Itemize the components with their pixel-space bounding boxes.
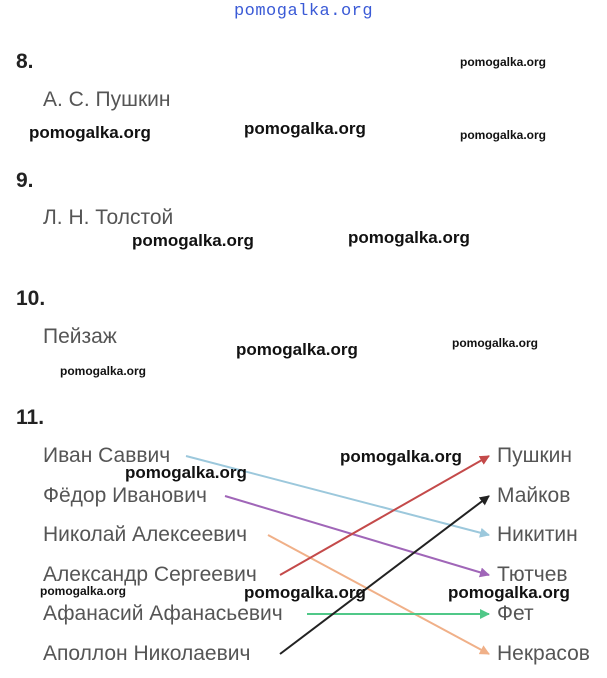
left-name-afanasy-afanasyevich: Афанасий Афанасьевич [43,602,283,625]
watermark: pomogalka.org [132,231,254,250]
question-9-number: 9. [16,169,34,192]
match-arrow [280,456,489,575]
watermark: pomogalka.org [340,447,462,466]
left-name-nikolai-alekseevich: Николай Алексеевич [43,523,248,546]
right-name-maikov: Майков [497,484,571,507]
watermark: pomogalka.org [40,584,127,598]
question-9-answer: Л. Н. Толстой [43,206,174,229]
right-name-nekrasov: Некрасов [497,642,590,665]
right-name-pushkin: Пушкин [497,444,572,467]
left-name-ivan-savvich: Иван Саввич [43,444,171,467]
watermark: pomogalka.org [460,128,547,142]
watermark: pomogalka.org [460,55,547,69]
watermark: pomogalka.org [125,463,247,482]
left-name-aleksandr-sergeevich: Александр Сергеевич [43,563,257,586]
question-10-number: 10. [16,287,46,310]
right-name-fet: Фет [497,602,534,625]
watermark: pomogalka.org [452,336,539,350]
match-arrow [280,496,489,654]
watermark: pomogalka.org [448,583,570,602]
watermark: pomogalka.org [29,123,151,142]
watermark: pomogalka.org [244,119,366,138]
left-name-fyodor-ivanovich: Фёдор Иванович [43,484,207,507]
watermark: pomogalka.org [236,340,358,359]
question-8-number: 8. [16,50,34,73]
match-arrow [225,496,489,575]
watermark: pomogalka.org [348,228,470,247]
left-name-apollon-nikolaevich: Аполлон Николаевич [43,642,251,665]
watermark: pomogalka.org [60,364,147,378]
question-10-answer: Пейзаж [43,325,117,348]
site-watermark-top: pomogalka.org [233,2,374,21]
question-8-answer: А. С. Пушкин [43,88,171,111]
right-name-tyutchev: Тютчев [497,563,568,586]
right-name-nikitin: Никитин [497,523,578,546]
question-11-number: 11. [16,406,45,429]
watermark: pomogalka.org [244,583,366,602]
